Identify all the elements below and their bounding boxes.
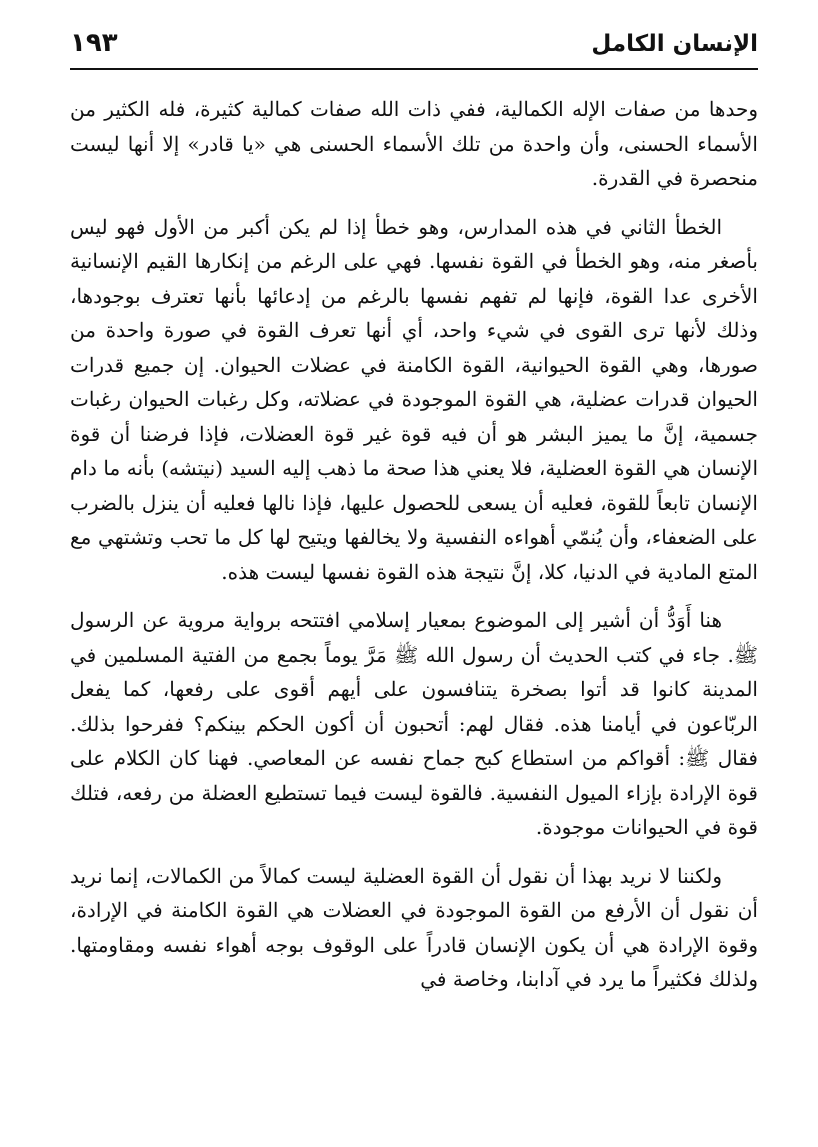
body-text <box>70 92 758 1011</box>
header-rule <box>70 68 758 70</box>
paragraph-second-error: الخطأ الثاني في هذه المدارس، وهو خطأ إذا لم يكن أكبر من الأول فهو ليس بأصغر منه، وهو الخطأ في القوة نفسها. فهي على الرغم من إنكارها القيم الإنسانية الأخرى عدا القوة، فإنها لم تفهم نفسها بالرغم من إدعائها بأنها تعترف بوجودها، وذلك لأنها ترى القوى في شيء واحد، أي أنها تعرف القوة في صورة واحدة من صورها، وهي القوة الحيوانية، القوة الكامنة في عضلات الحيوان. إن جميع قدرات الحيوان قدرات عضلية، هي القوة الموجودة في عضلاته، وكل رغبات الحيوان رغبات جسمية، إنَّ ما يميز البشر هو أن فيه قوة غير قوة العضلات، فإذا فرضنا أن قوة الإنسان هي القوة العضلية، فلا يعني هذا صحة ما ذهب إليه السيد (نيتشه) بأنه ما دام الإنسان تابعاً للقوة، فعليه أن يسعى للحصول عليها، فإذا نالها فعليه أن ينزل بالضرب على الضعفاء، وأن يُنمّي أهواءه النفسية ولا يخالفها ويتيح لها كل ما تحب وتشتهي مع المتع المادية في الدنيا، كلا، إنَّ نتيجة هذه القوة نفسها ليست هذه. <box>70 214 758 584</box>
paragraph-hadith: هنا أَوَدُّ أن أشير إلى الموضوع بمعيار إسلامي افتتحه برواية مروية عن الرسول ﷺ. جاء في كتب الحديث أن رسول الله ﷺ مَرَّ يوماً بجمع من الفتية المسلمين في المدينة كانوا قد أتوا بصخرة يتنافسون على أيهم أقوى على رفعها، كما يفعل الربّاعون في أيامنا هذه. فقال لهم: أتحبون أن أكون الحكم بينكم؟ ففرحوا بذلك. فقال ﷺ: أقواكم من استطاع كبح جماح نفسه عن المعاصي. فهنا كان الكلام على قوة الإرادة بإزاء الميول النفسية. فالقوة ليست فيما تستطيع العضلة من رفعه، فتلك قوة في الحيوانات موجودة. <box>70 608 758 839</box>
page-number: ١٩٣ <box>70 28 118 58</box>
running-title: الإنسان الكامل <box>591 31 758 57</box>
paragraph-will-power: ولكننا لا نريد بهذا أن نقول أن القوة العضلية ليست كمالاً من الكمالات، إنما نريد أن نقول أن الأرفع من القوة الموجودة في العضلات هي القوة الكامنة في الإرادة، وقوة الإرادة هي أن يكون الإنسان قادراً على الوقوف بوجه أهواء نفسه ومقاومتها. ولذلك فكثيراً ما يرد في آدابنا، وخاصة في <box>70 863 758 991</box>
paragraph-continuation: وحدها من صفات الإله الكمالية، ففي ذات الله صفات كمالية كثيرة، فله الكثير من الأسماء الحسنى، وأن واحدة من تلك الأسماء الحسنى هي «يا قادر» إلا أنها ليست منحصرة في القدرة. <box>70 97 758 190</box>
page-header <box>70 26 758 66</box>
